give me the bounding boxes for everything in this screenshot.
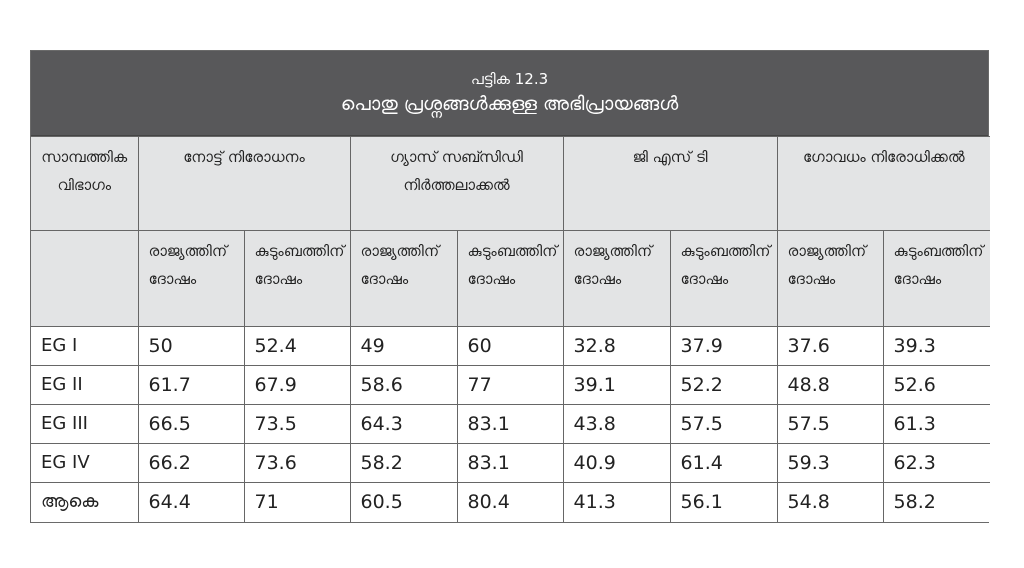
header-group-demonetisation: നോട്ട് നിരോധനം (138, 137, 350, 231)
table-cell: 61.4 (670, 444, 777, 483)
subheader-nation: രാജ്യത്തിന് ദോഷം (777, 231, 883, 327)
table-cell: 52.2 (670, 366, 777, 405)
header-economic-category: സാമ്പത്തിക വിഭാഗം (31, 137, 138, 231)
table-cell: 80.4 (457, 483, 563, 522)
table-row (31, 366, 990, 405)
table-cell: 61.7 (138, 366, 244, 405)
table-cell: 56.1 (670, 483, 777, 522)
header-group-cow-slaughter-ban: ഗോവധം നിരോധിക്കൽ (777, 137, 990, 231)
table-cell: 52.6 (883, 366, 990, 405)
table-cell: 54.8 (777, 483, 883, 522)
subheader-nation: രാജ്യത്തിന് ദോഷം (350, 231, 457, 327)
subheader-nation: രാജ്യത്തിന് ദോഷം (138, 231, 244, 327)
table-cell: 61.3 (883, 405, 990, 444)
table-cell: 57.5 (777, 405, 883, 444)
table-cell: 64.4 (138, 483, 244, 522)
table-cell: 39.1 (563, 366, 670, 405)
table-cell: 58.2 (350, 444, 457, 483)
table-cell: 58.6 (350, 366, 457, 405)
subheader-family: കുടുംബത്തിന് ദോഷം (883, 231, 990, 327)
table-cell: 66.5 (138, 405, 244, 444)
table-number: പട്ടിക 12.3 (470, 70, 549, 88)
header-row-subheaders (31, 231, 990, 327)
row-label: EG II (31, 366, 138, 405)
table-cell: 71 (244, 483, 350, 522)
table-row (31, 444, 990, 483)
table-cell: 59.3 (777, 444, 883, 483)
table-cell: 39.3 (883, 327, 990, 366)
table-cell: 52.4 (244, 327, 350, 366)
table-cell: 37.6 (777, 327, 883, 366)
table-cell: 37.9 (670, 327, 777, 366)
table-cell: 60.5 (350, 483, 457, 522)
header-group-gst: ജി എസ് ടി (563, 137, 777, 231)
table-cell: 48.8 (777, 366, 883, 405)
table-cell: 73.5 (244, 405, 350, 444)
row-label: EG IV (31, 444, 138, 483)
table-cell: 40.9 (563, 444, 670, 483)
table-cell: 83.1 (457, 444, 563, 483)
subheader-family: കുടുംബത്തിന് ദോഷം (457, 231, 563, 327)
row-label: ആകെ (31, 483, 138, 522)
table-cell: 58.2 (883, 483, 990, 522)
table-cell: 41.3 (563, 483, 670, 522)
table-row (31, 405, 990, 444)
table-cell: 32.8 (563, 327, 670, 366)
table-cell: 43.8 (563, 405, 670, 444)
subheader-family: കുടുംബത്തിന് ദോഷം (670, 231, 777, 327)
table-cell: 57.5 (670, 405, 777, 444)
table-row-total (31, 483, 990, 522)
table-cell: 73.6 (244, 444, 350, 483)
header-group-gas-subsidy: ഗ്യാസ് സബ്സിഡി നിർത്തലാക്കൽ (350, 137, 563, 231)
table-title: പൊതു പ്രശ്നങ്ങൾക്കുള്ള അഭിപ്രായങ്ങൾ (340, 93, 679, 115)
subheader-nation: രാജ്യത്തിന് ദോഷം (563, 231, 670, 327)
table-cell: 77 (457, 366, 563, 405)
header-row-groups (31, 137, 990, 231)
table-row (31, 327, 990, 366)
table-cell: 67.9 (244, 366, 350, 405)
table-cell: 62.3 (883, 444, 990, 483)
table-cell: 49 (350, 327, 457, 366)
table-caption (31, 51, 988, 136)
subheader-family: കുടുംബത്തിന് ദോഷം (244, 231, 350, 327)
opinion-table (30, 50, 989, 523)
row-label: EG I (31, 327, 138, 366)
table-cell: 60 (457, 327, 563, 366)
data-table (31, 136, 990, 522)
header-empty (31, 231, 138, 327)
table-cell: 83.1 (457, 405, 563, 444)
table-cell: 64.3 (350, 405, 457, 444)
row-label: EG III (31, 405, 138, 444)
table-cell: 66.2 (138, 444, 244, 483)
table-cell: 50 (138, 327, 244, 366)
